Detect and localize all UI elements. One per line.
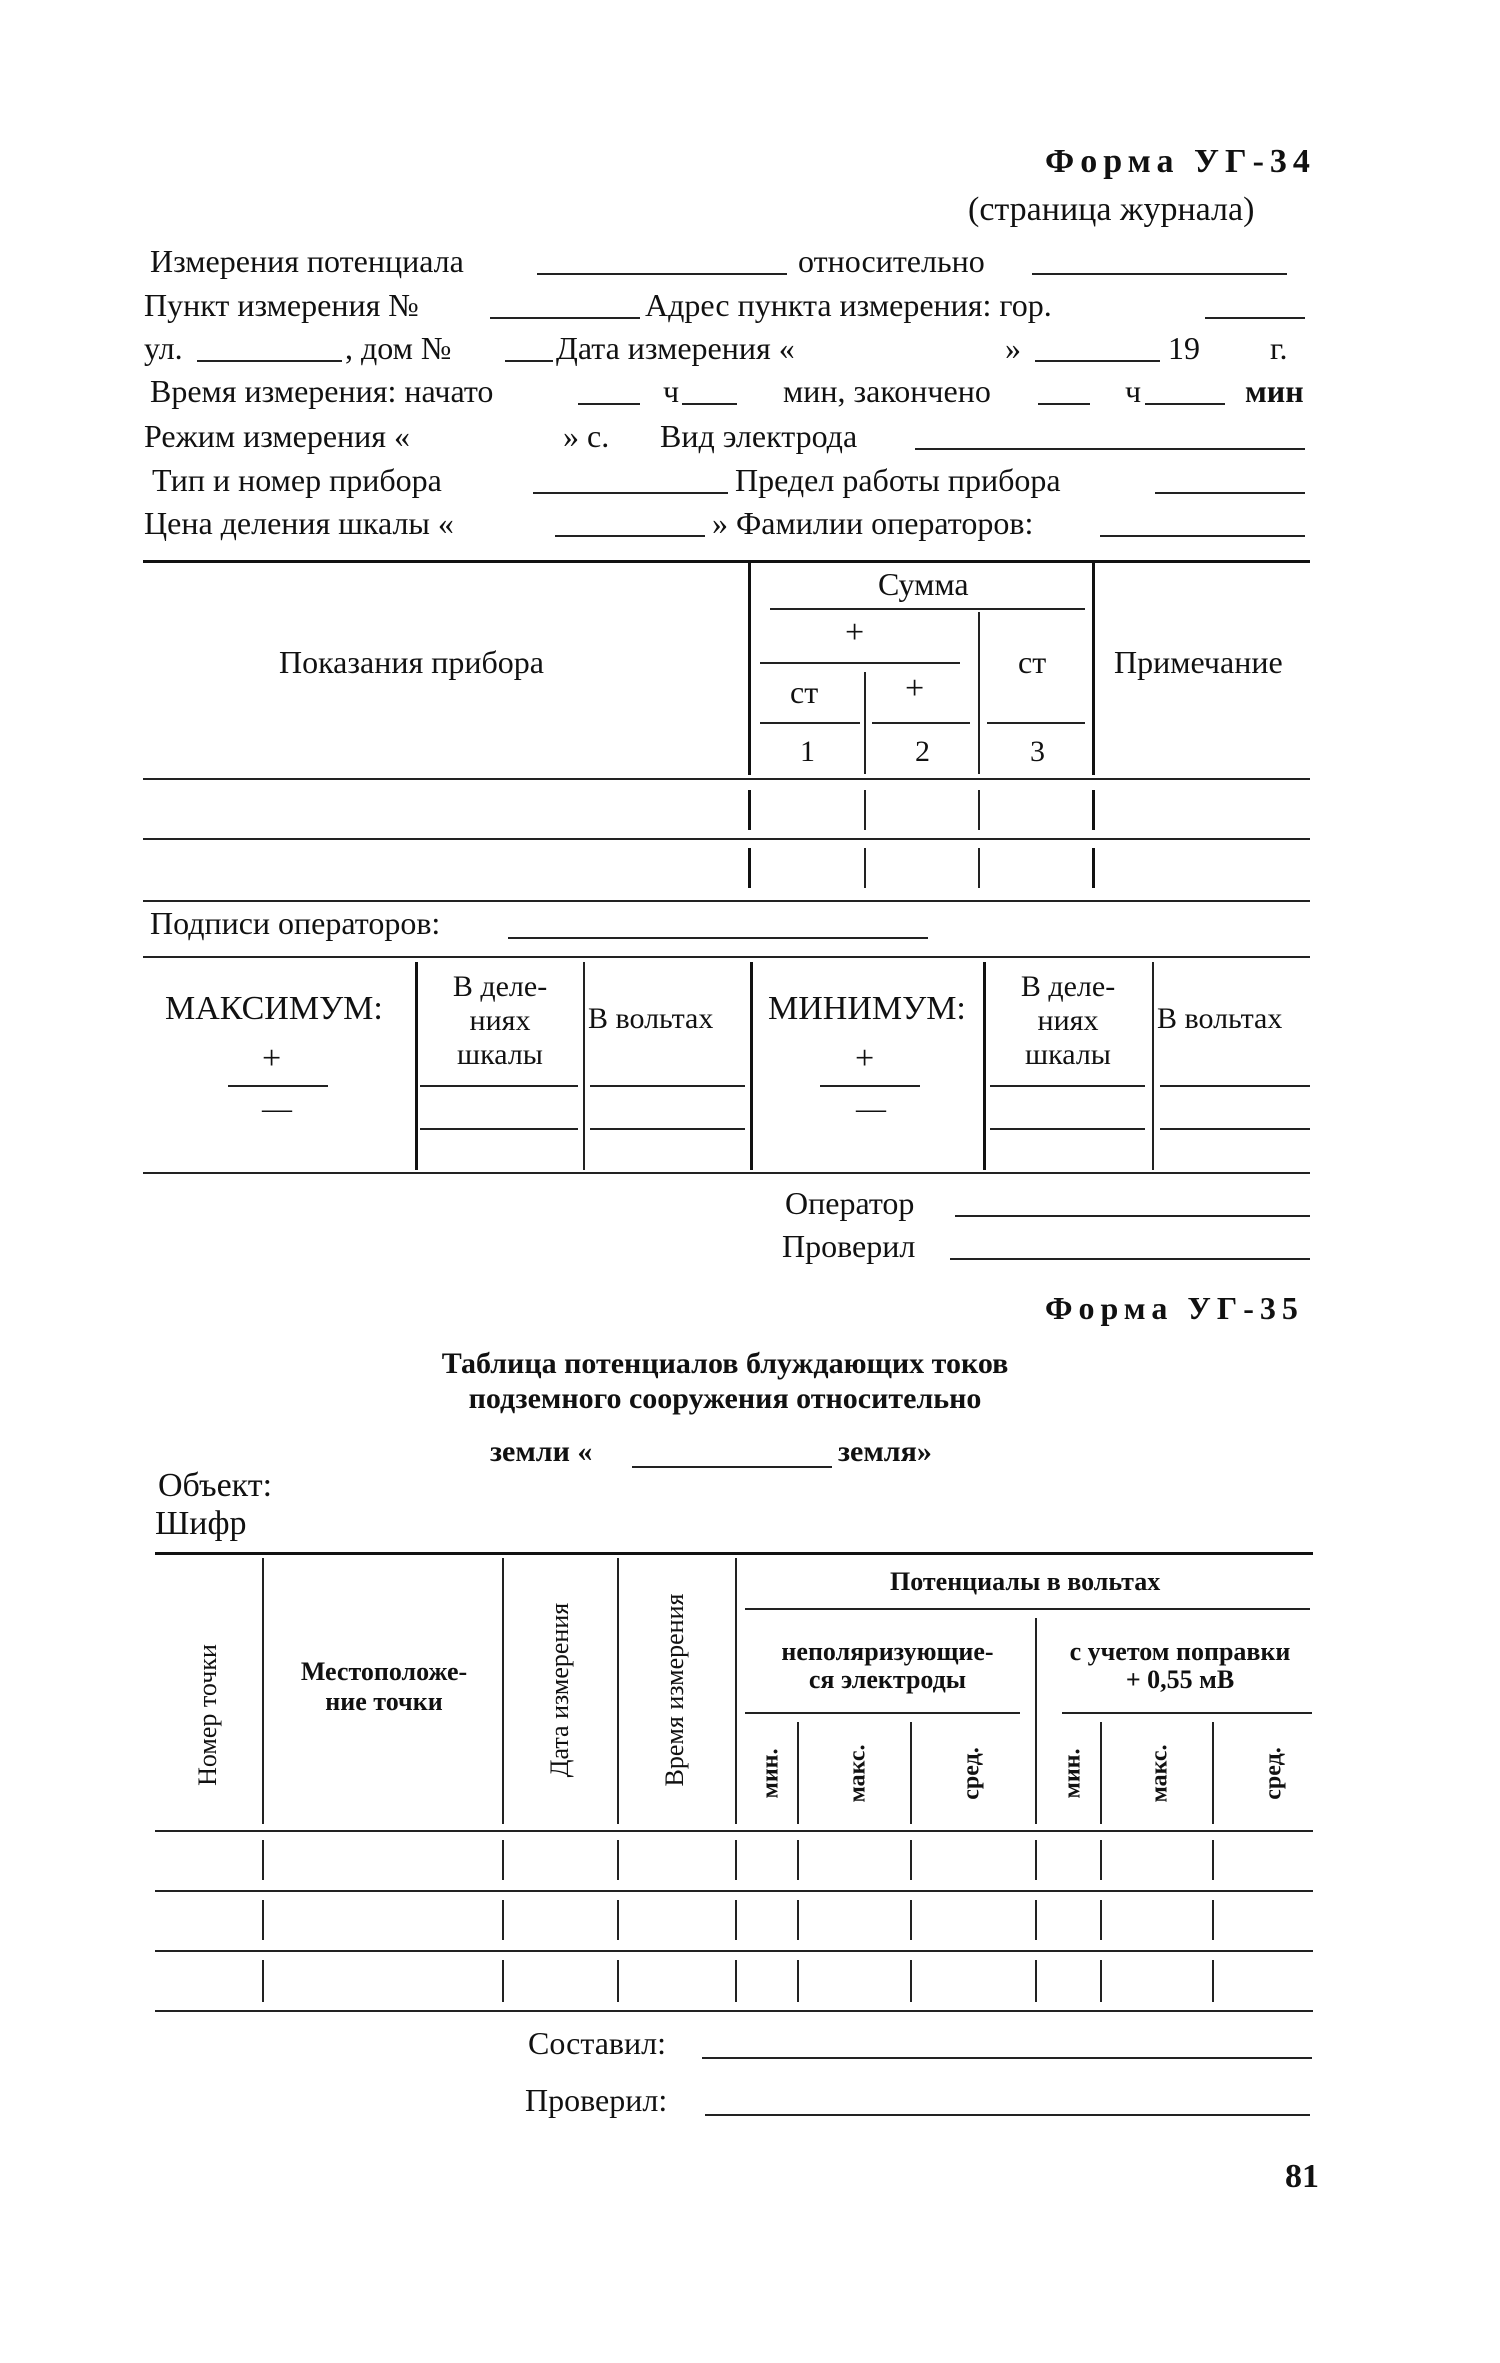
table1-ct-rule — [760, 722, 860, 724]
line3-date: Дата измерения « — [556, 330, 795, 366]
location-header: Местоположе- ние точки — [300, 1657, 468, 1716]
corr-min-header: мин. — [1059, 1748, 1086, 1799]
table2-bottom-rule — [143, 1172, 1310, 1174]
max-minus: — — [262, 1092, 292, 1125]
line3-field-house[interactable] — [505, 360, 553, 362]
signatures-label: Подписи операторов: — [150, 905, 441, 941]
checked2-field[interactable] — [705, 2114, 1310, 2116]
date-header: Дата измерения — [545, 1602, 574, 1778]
form35-heading-3b: земля» — [838, 1435, 932, 1468]
table1-top-rule — [143, 560, 1310, 563]
form35-earth-field[interactable] — [632, 1466, 832, 1468]
corr-header: с учетом поправки + 0,55 мВ — [1069, 1637, 1291, 1694]
table1-plus-rule — [760, 662, 960, 664]
compiled-field[interactable] — [702, 2057, 1312, 2059]
operator-label: Оператор — [785, 1185, 915, 1221]
min-rule — [820, 1085, 920, 1087]
line3-year: 19 — [1168, 330, 1200, 366]
table2-top-rule — [143, 956, 1310, 958]
table1-vline-2 — [864, 672, 866, 774]
line4-min: мин — [1245, 373, 1304, 409]
nonpol-header: неполяризующие- ся электроды — [781, 1637, 994, 1694]
corr-rule — [1062, 1712, 1312, 1714]
line4-min-end: мин, закончено — [783, 373, 991, 409]
corr-max-header: макс. — [1146, 1744, 1173, 1803]
object-label: Объект: — [158, 1467, 273, 1504]
line4-h: ч — [663, 373, 680, 409]
potentials-header: Потенциалы в вольтах — [890, 1567, 1161, 1596]
table1-num-3: 3 — [1030, 735, 1045, 768]
table1-vline-3 — [978, 612, 980, 774]
table1-ct3-header: ст — [1018, 644, 1047, 680]
table2-vline-5 — [1152, 962, 1154, 1170]
nonpol-rule — [745, 1712, 1020, 1714]
line1-label: Измерения потенциала — [150, 243, 464, 279]
line4-field-start-h[interactable] — [578, 403, 640, 405]
line5-field-electrode[interactable] — [915, 448, 1305, 450]
line4-field-start-min[interactable] — [682, 403, 737, 405]
line4-h2: ч — [1125, 373, 1142, 409]
line5-label: Режим измерения « — [144, 418, 410, 454]
table1-num-1: 1 — [800, 735, 815, 768]
min-div-row1[interactable] — [990, 1085, 1145, 1087]
line2-label: Пункт измерения № — [144, 287, 419, 323]
line7-label: Цена деления шкалы « — [144, 505, 454, 541]
max-volts-header: В вольтах — [588, 1002, 714, 1035]
line4-field-end-min[interactable] — [1145, 403, 1225, 405]
page-number: 81 — [1285, 2158, 1319, 2195]
table1-plus2-header: + — [905, 670, 925, 707]
signatures-field[interactable] — [508, 937, 928, 939]
table1-vline-b — [1092, 563, 1095, 775]
max-volts-row2[interactable] — [590, 1128, 745, 1130]
line7-close: » Фамилии операторов: — [712, 505, 1034, 541]
table3-header-bottom — [155, 1830, 1313, 1832]
line4-label: Время измерения: начато — [150, 373, 494, 409]
max-div-row1[interactable] — [420, 1085, 578, 1087]
max-div-row2[interactable] — [420, 1128, 578, 1130]
min-label: МИНИМУМ: — [768, 990, 966, 1027]
corr-avg-header: сред. — [1260, 1747, 1287, 1800]
min-div-row2[interactable] — [990, 1128, 1145, 1130]
table2-vline-3 — [750, 962, 753, 1170]
line3-dom: , дом № — [345, 330, 452, 366]
line5-electrode: Вид электрода — [660, 418, 858, 454]
table1-num-2: 2 — [915, 735, 930, 768]
max-plus: + — [262, 1040, 282, 1077]
line3-ul: ул. — [144, 330, 183, 366]
form35-heading-1: Таблица потенциалов блуждающих токов — [441, 1347, 1009, 1380]
table1-sum-rule — [770, 608, 1085, 610]
line7-field-scale[interactable] — [555, 535, 705, 537]
table1-vline-a — [748, 563, 751, 775]
table1-ct3-rule — [987, 722, 1085, 724]
form35-heading-3a: земли « — [490, 1435, 593, 1468]
nonpol-min-header: мин. — [757, 1748, 784, 1799]
checked-label: Проверил — [782, 1228, 916, 1264]
min-volts-row1[interactable] — [1160, 1085, 1310, 1087]
line1-mid: относительно — [798, 243, 985, 279]
line2-field-point[interactable] — [490, 317, 640, 319]
table2-vline-4 — [983, 962, 986, 1170]
min-minus: — — [856, 1092, 886, 1125]
line3-field-street[interactable] — [197, 360, 342, 362]
operator-field[interactable] — [955, 1215, 1310, 1217]
table2-vline-2 — [583, 962, 585, 1170]
table1-note-header: Примечание — [1114, 644, 1283, 680]
table1-plus-header: + — [845, 614, 865, 651]
nonpol-avg-header: сред. — [958, 1747, 985, 1800]
table2-vline-1 — [415, 962, 418, 1170]
line3-g: г. — [1270, 330, 1288, 366]
line3-field-month[interactable] — [1035, 360, 1160, 362]
nonpol-max-header: макс. — [844, 1744, 871, 1803]
max-volts-row1[interactable] — [590, 1085, 745, 1087]
table1-ct-header: ст — [790, 674, 819, 710]
line1-field-potential[interactable] — [537, 273, 787, 275]
min-plus: + — [855, 1040, 875, 1077]
table1-plus2-rule — [872, 722, 970, 724]
table1-readings-header: Показания прибора — [279, 644, 544, 680]
cipher-label: Шифр — [155, 1505, 247, 1542]
max-rule — [228, 1085, 328, 1087]
line1-field-relative[interactable] — [1032, 273, 1287, 275]
line4-field-end-h[interactable] — [1038, 403, 1090, 405]
potentials-rule — [745, 1608, 1310, 1610]
min-volts-header: В вольтах — [1157, 1002, 1283, 1035]
line6-field-device[interactable] — [533, 492, 728, 494]
min-volts-row2[interactable] — [1160, 1128, 1310, 1130]
form35-title: Форма УГ-35 — [1045, 1290, 1304, 1326]
table1-header-bottom — [143, 778, 1310, 780]
table3-top-rule — [155, 1552, 1313, 1555]
compiled-label: Составил: — [528, 2025, 667, 2061]
min-div-header: В деле- ниях шкалы — [1020, 970, 1116, 1071]
line2-mid: Адрес пункта измерения: гор. — [645, 287, 1052, 323]
point-no-header: Номер точки — [193, 1644, 222, 1786]
form34-title: Форма УГ-34 — [1045, 143, 1316, 180]
line2-field-city[interactable] — [1205, 317, 1305, 319]
form34-subtitle: (страница журнала) — [968, 191, 1255, 228]
checked2-label: Проверил: — [525, 2082, 668, 2118]
time-header: Время измерения — [660, 1593, 689, 1787]
line7-field-operators[interactable] — [1100, 535, 1305, 537]
form35-heading-2: подземного сооружения относительно — [468, 1382, 982, 1415]
line6-field-limit[interactable] — [1155, 492, 1305, 494]
line3-close: » — [1005, 330, 1021, 366]
checked-field[interactable] — [950, 1258, 1310, 1260]
line6-limit: Предел работы прибора — [735, 462, 1061, 498]
line6-label: Тип и номер прибора — [152, 462, 442, 498]
line5-close: » с. — [563, 418, 610, 454]
table1-sum-header: Сумма — [878, 566, 969, 602]
max-label: МАКСИМУМ: — [165, 990, 383, 1027]
max-div-header: В деле- ниях шкалы — [452, 970, 548, 1071]
